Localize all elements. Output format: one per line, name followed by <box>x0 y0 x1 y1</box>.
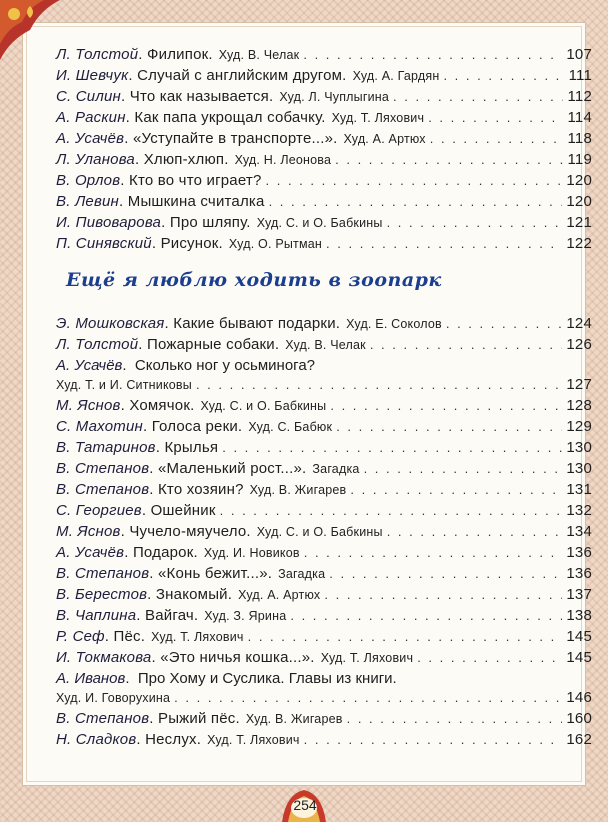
entry-page: 134 <box>566 523 592 540</box>
entry-author: В. Татаринов <box>56 439 156 456</box>
entry-artist: Худ. Т. Ляхович <box>207 733 300 747</box>
entry-title: Филипок. <box>147 46 213 63</box>
entry-page: 127 <box>566 376 592 393</box>
leader-dots <box>174 690 562 705</box>
toc-entry[interactable]: В. Левин . Мышкина считалка . . . 120 <box>56 193 592 210</box>
leader-dots <box>336 419 562 434</box>
entry-page: 136 <box>566 544 592 561</box>
leader-dots <box>303 47 562 62</box>
entry-title: Вайгач. <box>145 607 199 624</box>
entry-title: Мышкина считалка <box>127 193 265 210</box>
entry-page: 145 <box>566 649 592 666</box>
leader-dots <box>417 650 562 665</box>
entry-author: А. Иванов <box>56 670 126 687</box>
entry-author: Р. Сеф <box>56 628 105 645</box>
toc-entry[interactable]: Л. Уланова . Хлюп-хлюп. Худ. Н. Леонова . . . 119 <box>56 151 592 168</box>
leader-dots <box>220 503 563 518</box>
leader-dots <box>304 545 563 560</box>
toc-entry[interactable]: В. Татаринов . Крылья . . . 130 <box>56 439 592 456</box>
entry-title: Рисунок. <box>160 235 223 252</box>
entry-artist: Худ. Е. Соколов <box>346 317 442 331</box>
entry-page: 120 <box>566 172 592 189</box>
entry-title: Хомячок. <box>129 397 195 414</box>
entry-artist: Худ. Т. Ляхович <box>320 651 414 665</box>
toc-entry[interactable]: В. Степанов . «Маленький рост...». Загадка . . . 130 <box>56 460 592 477</box>
entry-artist: Загадка <box>278 567 326 581</box>
entry-title: Случай с английским другом. <box>137 67 347 84</box>
entry-artist: Худ. А. Артюх <box>238 588 321 602</box>
entry-author: В. Степанов <box>56 565 150 582</box>
entry-author: С. Махотин <box>56 418 143 435</box>
entry-artist: Худ. С. и О. Бабкины <box>256 216 383 230</box>
leader-dots <box>446 316 563 331</box>
leader-dots <box>387 215 563 230</box>
entry-page: 145 <box>566 628 592 645</box>
toc-entry[interactable]: Э. Мошковская . Какие бывают подарки. Худ. Е. Соколов . . . 124 <box>56 315 592 332</box>
leader-dots <box>364 461 563 476</box>
entry-page: 122 <box>566 235 592 252</box>
entry-title: Крылья <box>164 439 219 456</box>
toc-entry[interactable]: И. Токмакова . «Это ничья кошка...». Худ. Т. Ляхович . . . 145 <box>56 649 592 666</box>
entry-author: В. Чаплина <box>56 607 137 624</box>
entry-author: В. Левин <box>56 193 119 210</box>
leader-dots <box>443 68 564 83</box>
entry-title: Пожарные собаки. <box>147 336 280 353</box>
entry-author: М. Яснов <box>56 397 121 414</box>
leader-dots <box>350 482 562 497</box>
entry-author: П. Синявский <box>56 235 152 252</box>
entry-page: 162 <box>566 731 592 748</box>
entry-artist: Худ. Т. Ляхович <box>331 111 425 125</box>
entry-page: 129 <box>566 418 592 435</box>
entry-title: «Конь бежит...». <box>157 565 273 582</box>
entry-artist: Худ. А. Артюх <box>343 132 426 146</box>
toc-entry[interactable]: В. Берестов . Знакомый. Худ. А. Артюх . . . 137 <box>56 586 592 603</box>
entry-author: А. Усачёв <box>56 357 123 374</box>
ornament-corner-icon <box>0 0 60 60</box>
entry-author: Н. Сладков <box>56 731 137 748</box>
entry-artist: Худ. И. Говорухина <box>56 691 171 705</box>
entry-title: Ошейник <box>150 502 216 519</box>
toc-entry[interactable]: Н. Сладков . Неслух. Худ. Т. Ляхович . . . 162 <box>56 731 592 748</box>
entry-artist: Худ. С. и О. Бабкины <box>200 399 327 413</box>
entry-page: 160 <box>566 710 592 727</box>
entry-artist: Худ. И. Новиков <box>203 546 300 560</box>
entry-page: 130 <box>566 439 592 456</box>
entry-page: 136 <box>566 565 592 582</box>
toc-entry-first-line[interactable]: А. Иванов. Про Хому и Суслика. Главы из книги. <box>56 670 397 687</box>
entry-author: И. Шевчук <box>56 67 129 84</box>
entry-title: Про Хому и Суслика. <box>137 670 285 687</box>
leader-dots <box>196 377 562 392</box>
toc-entry[interactable]: В. Чаплина . Вайгач. Худ. З. Ярина . . . 138 <box>56 607 592 624</box>
entry-title: Кто хозяин? <box>157 481 244 498</box>
entry-artist: Худ. О. Рытман <box>228 237 323 251</box>
toc-entry[interactable]: Л. Толстой . Филипок. Худ. В. Челак . . . 107 <box>56 46 592 63</box>
entry-title: Как папа укрощал собачку. <box>134 109 326 126</box>
toc-entry[interactable] <box>56 689 592 706</box>
leader-dots <box>428 110 563 125</box>
leader-dots <box>370 337 563 352</box>
leader-dots <box>290 608 562 623</box>
entry-author: А. Усачёв <box>56 544 125 561</box>
entry-title: Голоса реки. <box>151 418 243 435</box>
toc-entry[interactable]: А. Раскин . Как папа укрощал собачку. Худ. Т. Ляхович . . . 114 <box>56 109 592 126</box>
leader-dots <box>387 524 563 539</box>
entry-artist: Худ. В. Жигарев <box>245 712 343 726</box>
entry-artist: Худ. А. Гардян <box>352 69 440 83</box>
entry-title: Какие бывают подарки. <box>173 315 341 332</box>
leader-dots <box>222 440 562 455</box>
leader-dots <box>266 173 563 188</box>
entry-page: 131 <box>566 481 592 498</box>
toc-entry[interactable] <box>56 376 592 393</box>
entry-artist: Худ. Т. и И. Ситниковы <box>56 378 192 392</box>
entry-artist: Худ. З. Ярина <box>204 609 287 623</box>
toc-entry[interactable]: И. Пивоварова . Про шляпу. Худ. С. и О. Бабкины . . . 121 <box>56 214 592 231</box>
entry-title: Сколько ног у осьминога? <box>134 357 316 374</box>
entry-author: В. Берестов <box>56 586 148 603</box>
entry-author: А. Усачёв <box>56 130 125 147</box>
toc-entry[interactable]: С. Махотин . Голоса реки. Худ. С. Бабюк . . . 129 <box>56 418 592 435</box>
toc-entry[interactable]: В. Степанов . Рыжий пёс. Худ. В. Жигарев . . . 160 <box>56 710 592 727</box>
leader-dots <box>304 732 563 747</box>
toc-entry[interactable]: Р. Сеф . Пёс. Худ. Т. Ляхович . . . 145 <box>56 628 592 645</box>
entry-author: А. Раскин <box>56 109 126 126</box>
toc-entry[interactable]: С. Силин . Что как называется. Худ. Л. Чуплыгина . . . 112 <box>56 88 592 105</box>
toc-entry[interactable]: М. Яснов . Хомячок. Худ. С. и О. Бабкины . . . 128 <box>56 397 592 414</box>
entry-title: Рыжий пёс. <box>157 710 240 727</box>
page-number: 254 <box>293 797 317 813</box>
entry-title: Знакомый. <box>155 586 233 603</box>
entry-title: Неслух. <box>145 731 202 748</box>
entry-title: Кто во что играет? <box>129 172 262 189</box>
toc-entry[interactable]: В. Степанов . «Конь бежит...». Загадка . . . 136 <box>56 565 592 582</box>
entry-page: 121 <box>566 214 592 231</box>
entry-page: 130 <box>566 460 592 477</box>
entry-title: Подарок. <box>132 544 198 561</box>
entry-author: Э. Мошковская <box>56 315 165 332</box>
leader-dots <box>335 152 563 167</box>
entry-page: 120 <box>566 193 592 210</box>
entry-author: И. Токмакова <box>56 649 152 666</box>
entry-title: Чучело-мяучело. <box>129 523 251 540</box>
entry-page: 118 <box>567 130 592 147</box>
toc-entry[interactable]: В. Степанов . Кто хозяин? Худ. В. Жигарев . . . 131 <box>56 481 592 498</box>
leader-dots <box>248 629 563 644</box>
entry-title: Пёс. <box>113 628 146 645</box>
entry-page: 111 <box>568 67 592 84</box>
leader-dots <box>393 89 563 104</box>
leader-dots <box>326 236 562 251</box>
entry-page: 128 <box>566 397 592 414</box>
entry-artist: Загадка <box>312 462 360 476</box>
entry-artist: Худ. С. и О. Бабкины <box>256 525 383 539</box>
toc-entry[interactable]: Л. Толстой . Пожарные собаки. Худ. В. Челак . . . 126 <box>56 336 592 353</box>
entry-author: Л. Толстой <box>56 46 139 63</box>
leader-dots <box>347 711 563 726</box>
entry-page: 114 <box>567 109 592 126</box>
entry-author: С. Силин <box>56 88 121 105</box>
toc-entry[interactable]: С. Георгиев . Ошейник . . . 132 <box>56 502 592 519</box>
toc-entry[interactable]: И. Шевчук . Случай с английским другом. Худ. А. Гардян . . . 111 <box>56 67 592 84</box>
entry-title: «Это ничья кошка...». <box>160 649 315 666</box>
entry-title: «Маленький рост...». <box>157 460 307 477</box>
toc-entry[interactable]: П. Синявский . Рисунок. Худ. О. Рытман . . . 122 <box>56 235 592 252</box>
toc-entry[interactable]: М. Яснов . Чучело-мяучело. Худ. С. и О. Бабкины . . . 134 <box>56 523 592 540</box>
entry-artist: Худ. Л. Чуплыгина <box>279 90 390 104</box>
section-heading: Ещё я люблю ходить в зоопарк <box>66 269 442 291</box>
toc-entry[interactable]: А. Усачёв . «Уступайте в транспорте...». Худ. А. Артюх . . . 118 <box>56 130 592 147</box>
toc-entry[interactable]: В. Орлов . Кто во что играет? . . . 120 <box>56 172 592 189</box>
entry-page: 124 <box>566 315 592 332</box>
entry-page: 107 <box>566 46 592 63</box>
entry-author: И. Пивоварова <box>56 214 162 231</box>
entry-title: Что как называется. <box>129 88 274 105</box>
leader-dots <box>329 566 562 581</box>
entry-page: 132 <box>566 502 592 519</box>
entry-author: М. Яснов <box>56 523 121 540</box>
entry-title: Хлюп-хлюп. <box>143 151 229 168</box>
toc-entry[interactable]: А. Усачёв . Подарок. Худ. И. Новиков . . . 136 <box>56 544 592 561</box>
entry-artist: Худ. Т. Ляхович <box>151 630 244 644</box>
entry-author: В. Степанов <box>56 481 150 498</box>
entry-artist: Худ. С. Бабюк <box>248 420 333 434</box>
leader-dots <box>324 587 562 602</box>
entry-author: В. Орлов <box>56 172 121 189</box>
entry-artist: Худ. В. Челак <box>285 338 366 352</box>
entry-artist: Худ. В. Жигарев <box>249 483 347 497</box>
entry-title: Про шляпу. <box>169 214 251 231</box>
entry-author: В. Степанов <box>56 710 150 727</box>
entry-author: Л. Толстой <box>56 336 139 353</box>
entry-page: 146 <box>566 689 592 706</box>
entry-page: 137 <box>566 586 592 603</box>
entry-author: Л. Уланова <box>56 151 135 168</box>
entry-title: «Уступайте в транспорте...». <box>132 130 338 147</box>
leader-dots <box>269 194 563 209</box>
entry-artist: Худ. В. Челак <box>218 48 300 62</box>
entry-page: 112 <box>567 88 592 105</box>
entry-author: С. Георгиев <box>56 502 142 519</box>
leader-dots <box>330 398 562 413</box>
toc-entry-first-line[interactable]: А. Усачёв. Сколько ног у осьминога? <box>56 357 316 374</box>
entry-page: 119 <box>567 151 592 168</box>
entry-artist: Худ. Н. Леонова <box>234 153 332 167</box>
entry-page: 138 <box>566 607 592 624</box>
leader-dots <box>430 131 564 146</box>
entry-note: Главы из книги. <box>288 670 397 687</box>
entry-author: В. Степанов <box>56 460 150 477</box>
entry-page: 126 <box>566 336 592 353</box>
